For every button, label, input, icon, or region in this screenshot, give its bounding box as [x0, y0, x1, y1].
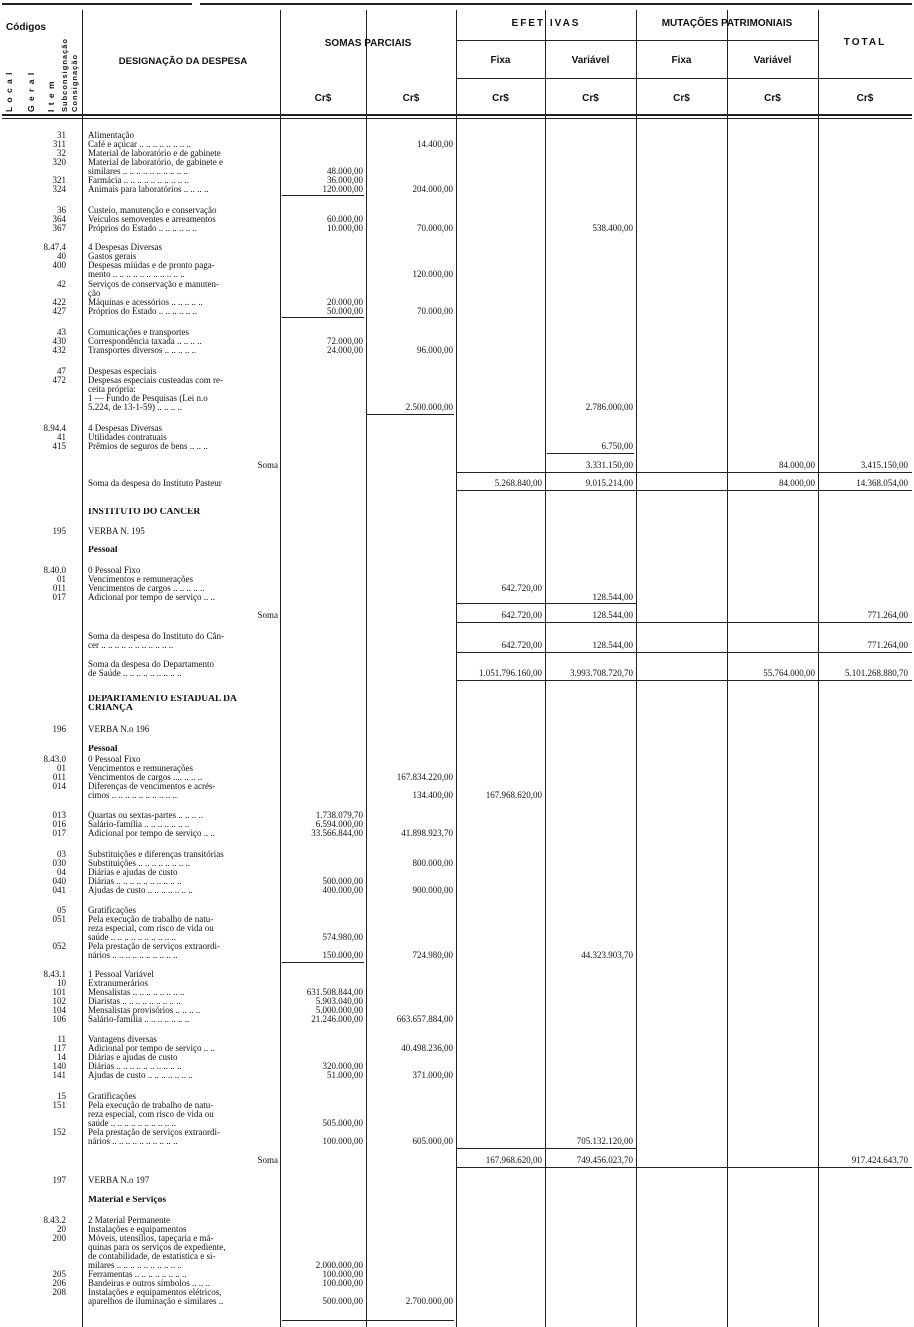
value-p1: 400.000,00 — [322, 885, 363, 895]
sum-rule — [366, 414, 454, 415]
row-code: 01 — [57, 763, 66, 773]
row-label: Soma da despesa do Instituto do Cân- — [88, 632, 224, 641]
row-code: 052 — [52, 941, 66, 951]
row-code: 200 — [52, 1233, 66, 1243]
row-code: 8.43.0 — [43, 754, 66, 764]
row-code: 017 — [52, 828, 66, 838]
value-p2: 900.000,00 — [412, 885, 453, 895]
value-p1: 500.000,00 — [322, 1296, 363, 1306]
row-label: Gratificações — [88, 1092, 136, 1101]
row-label: Pela execução de trabalho de natu- — [88, 915, 214, 924]
row-label: Salário-família .. .. .. .. .. .. .. — [88, 820, 190, 829]
row-label: DEPARTAMENTO ESTADUAL DA — [88, 695, 237, 704]
row-code: 36 — [57, 205, 66, 215]
value-p2: 663.657.884,00 — [396, 1014, 453, 1024]
row-label: Vantagens diversas — [88, 1035, 157, 1044]
currency-partial1: Cr$ — [314, 93, 332, 104]
value-ev: 128.544,00 — [592, 610, 633, 620]
value-p2: 70.000,00 — [417, 306, 453, 316]
row-label: ceita própria: — [88, 385, 136, 394]
mutacoes-variavel-header: Variável — [753, 55, 792, 66]
row-label: 1 — Fundo de Pesquisas (Lei n.o — [88, 394, 208, 403]
value-p2: 204.000,00 — [412, 184, 453, 194]
row-label: Soma — [257, 611, 278, 620]
row-label: Diaristas .. .. .. .. .. .. .. .. .. — [88, 997, 181, 1006]
value-p2: 800.000,00 — [412, 858, 453, 868]
efetivas-fixa-header: Fixa — [490, 55, 511, 66]
value-p2: 2.500.000,00 — [405, 402, 453, 412]
col-line-codes — [82, 10, 83, 1327]
designation-header: DESIGNAÇÃO DA DESPESA — [118, 56, 248, 67]
row-code: 364 — [52, 214, 66, 224]
value-ev: 749.456.023,70 — [576, 1155, 633, 1165]
row-label: nários .. .. .. .. .. .. .. .. .. .. — [88, 951, 178, 960]
value-ev: 6.750,00 — [601, 441, 633, 451]
value-p1: 33.566.844,00 — [311, 828, 363, 838]
sum-rule — [456, 490, 912, 491]
row-code: 415 — [52, 441, 66, 451]
row-label: Máquinas e acessórios .. .. .. .. .. — [88, 298, 203, 307]
value-p1: 505.000,00 — [322, 1118, 363, 1128]
value-p1: 51.000,00 — [327, 1070, 363, 1080]
row-label: 2 Material Permanente — [88, 1216, 170, 1225]
header-bottom-rule — [2, 114, 912, 116]
row-label: Animais para laboratórios .. .. .. .. — [88, 185, 209, 194]
row-code: 432 — [52, 345, 66, 355]
row-code: 41 — [57, 432, 66, 442]
row-label: Ajudas de custo .. .. .. .. .. .. .. — [88, 886, 193, 895]
value-p1: 631.508.844,00 — [306, 987, 363, 997]
row-label: Comunicações e transportes — [88, 328, 189, 337]
row-code: 106 — [52, 1014, 66, 1024]
row-label: cer .. .. .. .. .. .. .. .. .. .. .. — [88, 641, 174, 650]
value-p1: 72.000,00 — [327, 336, 363, 346]
currency-mfixa: Cr$ — [673, 93, 690, 104]
row-code: 321 — [52, 175, 66, 185]
row-label: Vencimentos e remunerações — [88, 764, 193, 773]
row-label: Vencimentos de cargos .... .. .. .. — [88, 773, 203, 782]
row-code: 400 — [52, 260, 66, 270]
row-label: mento .. .. .. .. .. .. .. .. .. .. .. — [88, 270, 185, 279]
row-label: Despesas especiais custeadas com re- — [88, 376, 223, 385]
sum-rule — [282, 1320, 454, 1321]
value-p1: 2.000.000,00 — [315, 1260, 363, 1270]
row-label: milares .. .. .. .. .. .. .. .. .. .. — [88, 1261, 182, 1270]
sum-rule — [282, 962, 364, 963]
row-code: 195 — [52, 526, 66, 536]
row-label: Quartas ou sextas-partes .. .. .. .. — [88, 811, 203, 820]
row-label: Diárias .. .. .. .. .. .. .. .. .. .. — [88, 1062, 182, 1071]
row-label: Vencimentos de cargos .. .. .. .. .. — [88, 584, 205, 593]
row-label: Mensalistas .. .. .. .. .. .. .. .. — [88, 988, 185, 997]
row-code: 31 — [57, 130, 66, 140]
row-code: 101 — [52, 987, 66, 997]
codes-header: Códigos — [6, 22, 46, 33]
total-header: TOTAL — [843, 37, 887, 48]
row-code: 10 — [57, 978, 66, 988]
value-p1: 36.000,00 — [327, 175, 363, 185]
value-p2: 96.000,00 — [417, 345, 453, 355]
row-code: 32 — [57, 148, 66, 158]
row-label: Café e açúcar .. .. .. .. .. .. .. .. — [88, 140, 191, 149]
row-code: 01 — [57, 574, 66, 584]
row-code: 324 — [52, 184, 66, 194]
value-tot: 14.368.054,00 — [856, 478, 908, 488]
row-label: Gastos gerais — [88, 252, 137, 261]
row-label: Adicional por tempo de serviço .. .. — [88, 593, 215, 602]
row-label: Vencimentos e remunerações — [88, 575, 193, 584]
value-p2: 2.700.000,00 — [405, 1296, 453, 1306]
row-label: Salário-família .. .. .. .. .. .. .. — [88, 1015, 190, 1024]
value-tot: 5.101.268.880,70 — [845, 668, 908, 678]
value-p1: 48.000,00 — [327, 166, 363, 176]
row-code: 422 — [52, 297, 66, 307]
row-code: 472 — [52, 375, 66, 385]
row-code: 8.43.2 — [43, 1215, 66, 1225]
value-p1: 5.903.040,00 — [315, 996, 363, 1006]
value-ev: 128.544,00 — [592, 640, 633, 650]
value-ef: 642.720,00 — [501, 583, 542, 593]
col-line-evar — [636, 10, 637, 1327]
row-label: reza especial, com risco de vida ou — [88, 924, 214, 933]
row-label: saúde .. .. .. .. .. .. .. .. .. .. — [88, 1119, 176, 1128]
row-code: 011 — [52, 772, 66, 782]
value-tot: 917.424.643,70 — [851, 1155, 908, 1165]
value-ef: 5.268.840,00 — [494, 478, 542, 488]
top-rule-left — [2, 3, 192, 5]
row-label: Material de laboratório e de gabinete — [88, 149, 221, 158]
row-label: Soma da despesa do Departamento — [88, 660, 214, 669]
row-label: Extranumerários — [88, 979, 148, 988]
row-label: nários .. .. .. .. .. .. .. .. .. .. — [88, 1137, 178, 1146]
row-code: 051 — [52, 914, 66, 924]
value-p2: 41.898.923,70 — [401, 828, 453, 838]
row-code: 320 — [52, 157, 66, 167]
currency-mvar: Cr$ — [764, 93, 781, 104]
row-label: Alimentação — [88, 131, 134, 140]
row-code: 47 — [57, 366, 66, 376]
value-p1: 10.000,00 — [327, 223, 363, 233]
row-label: Substituições e diferenças transitórias — [88, 850, 224, 859]
row-label: Adicional por tempo de serviço .. .. — [88, 1044, 215, 1053]
sum-rule — [282, 195, 364, 196]
row-label: de contabilidade, de estatística e si- — [88, 1252, 216, 1261]
value-p1: 574.980,00 — [322, 932, 363, 942]
row-label: Transportes diversos .. .. .. .. .. — [88, 346, 197, 355]
mutacoes-header: MUTAÇÕES PATRIMONIAIS — [661, 18, 793, 29]
row-code: 20 — [57, 1224, 66, 1234]
row-code: 367 — [52, 223, 66, 233]
row-code: 14 — [57, 1052, 66, 1062]
value-p1: 120.000,00 — [322, 184, 363, 194]
row-label: 4 Despesas Diversas — [88, 243, 162, 252]
value-tot: 771.264,00 — [867, 610, 908, 620]
row-label: Instalações e equipamentos — [88, 1225, 187, 1234]
row-code: 197 — [52, 1175, 66, 1185]
row-code: 151 — [52, 1100, 66, 1110]
value-ef: 642.720,00 — [501, 610, 542, 620]
row-label: Instalações e equipamentos elétricos, — [88, 1288, 222, 1297]
row-code: 427 — [52, 306, 66, 316]
currency-total: Cr$ — [856, 93, 874, 104]
row-label: CRIANÇA — [88, 704, 133, 713]
row-label: saúde .. .. .. .. .. .. .. .. .. .. — [88, 933, 176, 942]
row-code: 43 — [57, 327, 66, 337]
value-p2: 371.000,00 — [412, 1070, 453, 1080]
row-label: Próprios do Estado .. .. .. .. .. .. — [88, 224, 197, 233]
value-p2: 120.000,00 — [412, 269, 453, 279]
value-p2: 14.400,00 — [417, 139, 453, 149]
row-code: 311 — [52, 139, 66, 149]
value-p1: 60.000,00 — [327, 214, 363, 224]
local-header: L o c a l — [4, 71, 14, 112]
value-p1: 50.000,00 — [327, 306, 363, 316]
row-label: Próprios do Estado .. .. .. .. .. .. — [88, 307, 197, 316]
row-label: Móveis, utensílios, tapeçaria e má- — [88, 1234, 214, 1243]
row-code: 430 — [52, 336, 66, 346]
row-code: 102 — [52, 996, 66, 1006]
row-label: similares .. .. .. .. .. .. .. .. .. .. — [88, 167, 188, 176]
sum-rule — [282, 317, 364, 318]
header-group-rule — [456, 40, 818, 41]
value-p2: 70.000,00 — [417, 223, 453, 233]
value-p1: 150.000,00 — [322, 950, 363, 960]
row-code: 8.43.1 — [43, 969, 66, 979]
value-p1: 24.000,00 — [327, 345, 363, 355]
row-code: 152 — [52, 1127, 66, 1137]
row-code: 013 — [52, 810, 66, 820]
sum-rule — [456, 603, 636, 604]
value-p1: 100.000,00 — [322, 1278, 363, 1288]
col-line-designation — [280, 10, 281, 1327]
currency-evar: Cr$ — [582, 93, 599, 104]
row-label: Ferramentas .. .. .. .. .. .. .. .. — [88, 1270, 187, 1279]
row-code: 014 — [52, 781, 66, 791]
row-label: Pessoal — [88, 745, 118, 754]
header-bottom-rule2 — [2, 118, 912, 119]
row-label: Soma da despesa do Instituto Pasteur — [88, 479, 222, 488]
row-label: Despesas miúdas e de pronto paga- — [88, 261, 215, 270]
row-label: Gratificações — [88, 906, 136, 915]
partial-sums-header: SOMAS PARCIAIS — [324, 38, 412, 49]
value-tot: 3.415.150,00 — [860, 460, 908, 470]
sum-rule — [456, 472, 912, 473]
row-label: Pela execução de trabalho de natu- — [88, 1101, 214, 1110]
value-p1: 320.000,00 — [322, 1061, 363, 1071]
row-label: Pela prestação de serviços extraordi- — [88, 942, 220, 951]
currency-partial2: Cr$ — [402, 93, 420, 104]
row-code: 40 — [57, 251, 66, 261]
row-label: Diárias e ajudas de custo — [88, 868, 178, 877]
row-code: 03 — [57, 849, 66, 859]
row-label: Farmácia .. .. .. .. .. .. .. .. .. .. — [88, 176, 189, 185]
sum-rule — [456, 680, 912, 681]
row-code: 040 — [52, 876, 66, 886]
row-label: Prêmios de seguros de bens .. .. .. — [88, 442, 208, 451]
value-p2: 167.834.220,00 — [396, 772, 453, 782]
row-code: 05 — [57, 905, 66, 915]
value-ef: 167.968.620,00 — [485, 1155, 542, 1165]
value-p1: 100.000,00 — [322, 1269, 363, 1279]
row-code: 016 — [52, 819, 66, 829]
row-label: cimos .. .. .. .. .. .. .. .. .. .. — [88, 791, 177, 800]
row-label: quinas para os serviços de expediente, — [88, 1243, 226, 1252]
consig-header: Consignação — [70, 53, 79, 112]
col-line-partial1 — [366, 10, 367, 1327]
row-label: Utilidades contratuais — [88, 433, 167, 442]
row-code: 15 — [57, 1091, 66, 1101]
value-ev: 705.132.120,00 — [576, 1136, 633, 1146]
value-p1: 500.000,00 — [322, 876, 363, 886]
row-code: 011 — [52, 583, 66, 593]
value-p2: 605.000,00 — [412, 1136, 453, 1146]
row-label: reza especial, com risco de vida ou — [88, 1110, 214, 1119]
value-p2: 40.498.236,00 — [401, 1043, 453, 1053]
row-label: 4 Despesas Diversas — [88, 424, 162, 433]
row-code: 11 — [57, 1034, 66, 1044]
row-label: Pela prestação de serviços extraordi- — [88, 1128, 220, 1137]
row-label: Correspondência taxada .. .. .. .. — [88, 337, 202, 346]
row-code: 117 — [52, 1043, 66, 1053]
row-label: Diferenças de vencimentos e acrés- — [88, 782, 216, 791]
value-p1: 5.000.000,00 — [315, 1005, 363, 1015]
row-label: Material de laboratório, de gabinete e — [88, 158, 223, 167]
value-ev: 538.400,00 — [592, 223, 633, 233]
value-p1: 100.000,00 — [322, 1136, 363, 1146]
row-code: 8.47.4 — [43, 242, 66, 252]
row-label: Mensalistas provisórios .. .. .. .. — [88, 1006, 201, 1015]
value-p1: 6.594.000,00 — [315, 819, 363, 829]
row-code: 04 — [57, 867, 66, 877]
row-label: INSTITUTO DO CANCER — [88, 508, 201, 517]
sum-rule — [547, 453, 634, 454]
row-code: 141 — [52, 1070, 66, 1080]
header-sub-rule — [456, 78, 912, 79]
row-label: Diárias .. .. .. .. .. .. .. .. .. .. — [88, 877, 182, 886]
row-label: Substituições .. .. .. .. .. .. .. .. — [88, 859, 191, 868]
row-label: 0 Pessoal Fixo — [88, 566, 141, 575]
row-label: aparelhos de iluminação e similares .. — [88, 1297, 224, 1306]
value-ef: 1.051.796.160,00 — [479, 668, 542, 678]
row-label: Ajudas de custo .. .. .. .. .. .. .. — [88, 1071, 193, 1080]
value-p2: 134.400,00 — [412, 790, 453, 800]
row-label: Adicional por tempo de serviço .. .. — [88, 829, 215, 838]
row-label: ção — [88, 289, 101, 298]
row-label: 0 Pessoal Fixo — [88, 755, 141, 764]
sum-rule — [456, 1167, 912, 1168]
row-label: VERBA N.o 196 — [88, 725, 150, 734]
row-code: 104 — [52, 1005, 66, 1015]
top-rule-right — [200, 3, 912, 5]
efetivas-header: EFET IVAS — [511, 18, 581, 29]
row-label: 5.224, de 13-1-59) .. .. .. .. — [88, 403, 182, 412]
row-code: 030 — [52, 858, 66, 868]
value-p1: 1.738.079,70 — [315, 810, 363, 820]
value-ef: 642.720,00 — [501, 640, 542, 650]
sum-rule — [456, 622, 912, 623]
row-label: Pessoal — [88, 546, 118, 555]
row-code: 041 — [52, 885, 66, 895]
row-label: 1 Pessoal Variável — [88, 970, 154, 979]
subconsig-header: Subconsignação — [60, 37, 69, 112]
value-mv: 84.000,00 — [779, 478, 815, 488]
value-ev: 128.544,00 — [592, 592, 633, 602]
row-code: 205 — [52, 1269, 66, 1279]
row-label: VERBA N.o 197 — [88, 1176, 150, 1185]
row-code: 196 — [52, 724, 66, 734]
geral-header: G e r a l — [26, 71, 36, 112]
row-label: Bandeiras e outros símbolos .. .. .. — [88, 1279, 210, 1288]
row-label: Soma — [257, 461, 278, 470]
value-ev: 2.786.000,00 — [585, 402, 633, 412]
value-ef: 167.968.620,00 — [485, 790, 542, 800]
row-label: Soma — [257, 1156, 278, 1165]
value-p2: 724.980,00 — [412, 950, 453, 960]
efetivas-variavel-header: Variável — [571, 55, 610, 66]
row-code: 8.40.0 — [43, 565, 66, 575]
row-label: Veículos semoventes e arreamentos — [88, 215, 216, 224]
row-label: Despesas especiais — [88, 367, 157, 376]
row-label: Material e Serviços — [88, 1196, 167, 1205]
value-tot: 771.264,00 — [867, 640, 908, 650]
mutacoes-fixa-header: Fixa — [671, 55, 692, 66]
value-ev: 3.993.708.720,70 — [570, 668, 633, 678]
value-ev: 9.015.214,00 — [585, 478, 633, 488]
currency-efixa: Cr$ — [492, 93, 509, 104]
row-code: 140 — [52, 1061, 66, 1071]
sum-rule — [456, 1148, 636, 1149]
row-code: 208 — [52, 1287, 66, 1297]
value-p1: 21.246.000,00 — [311, 1014, 363, 1024]
value-mv: 55.764.000,00 — [763, 668, 815, 678]
row-label: VERBA N. 195 — [88, 527, 145, 536]
row-label: Diárias e ajudas de custo — [88, 1053, 178, 1062]
row-code: 206 — [52, 1278, 66, 1288]
row-code: 8.94.4 — [43, 423, 66, 433]
row-code: 42 — [57, 279, 66, 289]
sum-rule — [456, 652, 912, 653]
value-mv: 84.000,00 — [779, 460, 815, 470]
row-code: 017 — [52, 592, 66, 602]
row-label: de Saúde .. .. .. .. .. .. .. .. .. — [88, 669, 182, 678]
value-ev: 3.331.150,00 — [585, 460, 633, 470]
value-ev: 44.323.903,70 — [581, 950, 633, 960]
item-header: I t e m — [46, 80, 56, 112]
value-p1: 20.000,00 — [327, 297, 363, 307]
row-label: Custeio, manutenção e conservação — [88, 206, 217, 215]
row-label: Serviços de conservação e manuten- — [88, 280, 219, 289]
